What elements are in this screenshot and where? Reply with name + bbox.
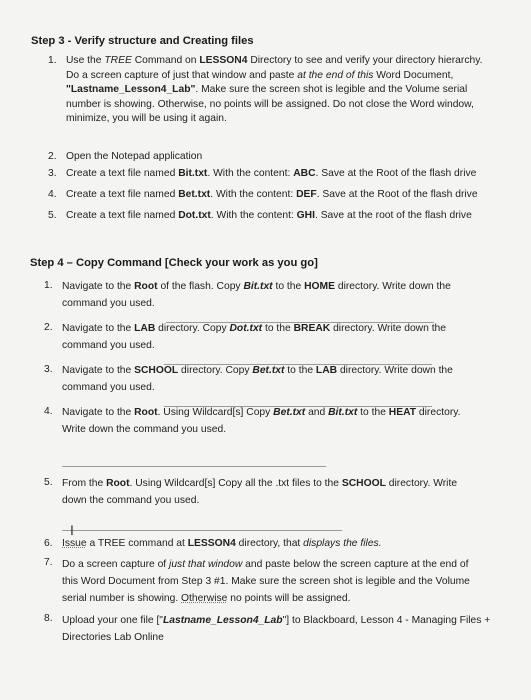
text-run: Bit.txt <box>243 281 273 292</box>
text-run: SCHOOL <box>134 365 179 376</box>
text-run: . Using Wildcard[s] Copy all the .txt files to the <box>129 478 342 489</box>
list-item-text <box>66 209 472 224</box>
text-run: Command on <box>131 55 200 66</box>
list-number: 1. <box>48 55 57 66</box>
text-run: Create a text file named <box>66 189 179 200</box>
text-line <box>62 556 470 573</box>
answer-blank[interactable] <box>62 466 326 467</box>
text-run: Root <box>134 281 158 292</box>
text-run: and <box>305 407 329 418</box>
list-number: 2. <box>44 322 53 333</box>
list-item-text <box>62 405 461 438</box>
text-run: number is showing. Otherwise, no points will be assigned. Do not close the Word window, <box>66 98 474 110</box>
text-run: directory, that <box>235 538 304 549</box>
text-run: LAB <box>134 323 156 334</box>
list-item-text <box>62 363 453 396</box>
text-line <box>62 380 453 397</box>
list-number: 4. <box>44 406 53 417</box>
text-run: . Save at the root of the flash drive <box>314 210 472 221</box>
text-line <box>66 69 482 84</box>
text-run: Word Document, <box>373 69 454 81</box>
list-number: 5. <box>44 477 53 488</box>
text-run: Dot.txt <box>178 210 211 221</box>
text-run: Navigate to the <box>62 323 135 334</box>
list-number: 2. <box>48 151 57 162</box>
text-line <box>66 167 476 182</box>
text-run: to the <box>262 323 294 334</box>
text-run: HOME <box>304 281 335 292</box>
list-item-text <box>62 537 382 552</box>
text-run: "Lastname_Lesson4_Lab" <box>66 84 196 96</box>
text-run: "] to Blackboard, Lesson 4 - Managing Files + <box>282 615 491 626</box>
text-run: . Make sure the screen shot is legible and the Volume serial <box>195 84 468 96</box>
text-run: . Save at the Root of the flash drive <box>316 189 478 200</box>
text-run: Root <box>134 407 158 418</box>
text-run: . With the content: <box>210 189 297 200</box>
list-item-text <box>66 167 476 182</box>
text-run: Lastname_Lesson4_Lab <box>162 615 283 626</box>
text-run: DEF <box>296 189 317 200</box>
text-line <box>66 209 472 224</box>
list-number: 6. <box>44 538 53 549</box>
step3-heading: Step 3 - Verify structure and Creating files <box>31 35 254 47</box>
text-line <box>62 405 461 422</box>
text-run: HEAT <box>388 407 417 418</box>
text-run: just that window <box>169 559 243 570</box>
text-run: Bet.txt <box>178 189 211 200</box>
text-line <box>66 150 202 165</box>
text-line <box>66 112 482 127</box>
text-run: . With the content: <box>207 168 294 179</box>
text-run: Do a screen capture of just that window and paste <box>66 69 298 81</box>
text-line <box>62 338 446 355</box>
text-line <box>62 321 446 338</box>
text-run: Bet.txt <box>273 407 306 418</box>
text-run: of the flash. Copy <box>157 281 244 292</box>
list-number: 3. <box>44 364 53 375</box>
list-number: 5. <box>48 210 57 221</box>
text-run: down the command you used. <box>62 494 200 506</box>
text-run: directory. <box>416 407 461 418</box>
text-run: LESSON4 <box>199 55 248 66</box>
text-run: serial number is showing. <box>62 593 182 604</box>
text-line <box>62 422 461 439</box>
text-run: to the <box>357 407 389 418</box>
text-run: Root <box>106 478 130 489</box>
text-line <box>62 590 470 607</box>
text-run: displays the files. <box>303 538 382 549</box>
text-run: SCHOOL <box>341 478 386 489</box>
text-run: Bit.txt <box>178 168 208 179</box>
step4-heading: Step 4 – Copy Command [Check your work as you go] <box>30 257 318 269</box>
text-run: Upload your one file [" <box>62 615 163 626</box>
text-run: Use the <box>66 55 105 66</box>
text-run: Bit.txt <box>328 407 358 418</box>
text-run: minimize, you will be using it again. <box>66 113 227 125</box>
text-run: Write down the command you used. <box>62 423 227 435</box>
text-run: to the <box>272 281 305 292</box>
list-item-text <box>62 476 457 509</box>
text-run: Create a text file named <box>66 210 179 221</box>
text-line <box>66 98 482 113</box>
text-run: directory. Write <box>385 478 458 489</box>
text-run: Navigate to the <box>62 281 135 292</box>
list-number: 1. <box>44 280 53 291</box>
text-run: this Word Document from Step 3 #1. Make sure the screen shot is legible and the Volume <box>62 576 470 587</box>
text-line <box>62 296 451 313</box>
list-item-text <box>62 321 446 354</box>
text-run: Do a screen capture of <box>62 559 170 570</box>
text-run: . Using Wildcard[s] Copy <box>157 407 274 418</box>
text-line <box>62 476 457 493</box>
text-line <box>62 363 453 380</box>
text-run: LAB <box>315 365 338 376</box>
text-run: BREAK <box>293 323 331 334</box>
text-run: directory. Write down the <box>330 323 447 334</box>
text-run: Otherwise <box>181 593 228 604</box>
text-run: Navigate to the <box>62 365 135 376</box>
text-run: command you used. <box>62 381 155 393</box>
text-line <box>62 493 457 510</box>
answer-blank[interactable] <box>62 530 342 531</box>
text-run: From the <box>62 478 107 489</box>
text-cursor-icon: Ι <box>70 522 74 538</box>
text-line <box>66 188 478 203</box>
text-run: command you used. <box>62 339 155 351</box>
text-run: directory. Copy <box>155 323 230 334</box>
text-run: no points will be assigned. <box>227 593 351 604</box>
list-item-text <box>66 188 478 203</box>
text-run: . Save at the Root of the flash drive <box>315 168 477 179</box>
list-item-text <box>62 612 490 646</box>
text-run: Create a text file named <box>66 168 179 179</box>
text-run: command you used. <box>62 297 155 309</box>
text-run: directory. Write down the <box>337 365 453 376</box>
text-run: Dot.txt <box>229 323 263 334</box>
list-number: 8. <box>44 613 53 624</box>
text-line <box>66 83 482 98</box>
text-line <box>62 279 451 296</box>
list-number: 4. <box>48 189 57 200</box>
text-run: a TREE command at <box>86 538 188 549</box>
text-run: Directory to see and verify your directory hierarchy. <box>247 55 483 66</box>
list-number: 3. <box>48 168 57 179</box>
list-item-text <box>62 556 470 607</box>
list-item-text <box>66 150 202 165</box>
text-run: Open the Notepad application <box>66 151 203 162</box>
text-run: ABC <box>293 168 316 179</box>
text-line <box>62 573 470 590</box>
list-item-text <box>66 54 482 127</box>
text-run: at the end of this <box>297 69 374 81</box>
text-line <box>66 54 482 69</box>
text-run: to the <box>284 365 316 376</box>
text-run: Navigate to the <box>62 407 135 418</box>
text-line <box>62 612 490 629</box>
text-run: Issue <box>62 538 87 549</box>
text-run: LESSON4 <box>187 538 236 549</box>
text-run: and paste below the screen capture at the end of <box>242 559 469 570</box>
text-run: Directories Lab Online <box>62 632 164 643</box>
text-run: . With the content: <box>210 210 297 221</box>
list-number: 7. <box>44 557 53 568</box>
text-run: directory. Copy <box>178 365 253 376</box>
list-item-text <box>62 279 451 312</box>
text-run: directory. Write down the <box>335 281 451 292</box>
text-run: TREE <box>104 55 132 66</box>
text-run: Bet.txt <box>252 365 285 376</box>
text-line <box>62 537 382 552</box>
text-run: GHI <box>296 210 315 221</box>
text-line <box>62 629 490 646</box>
